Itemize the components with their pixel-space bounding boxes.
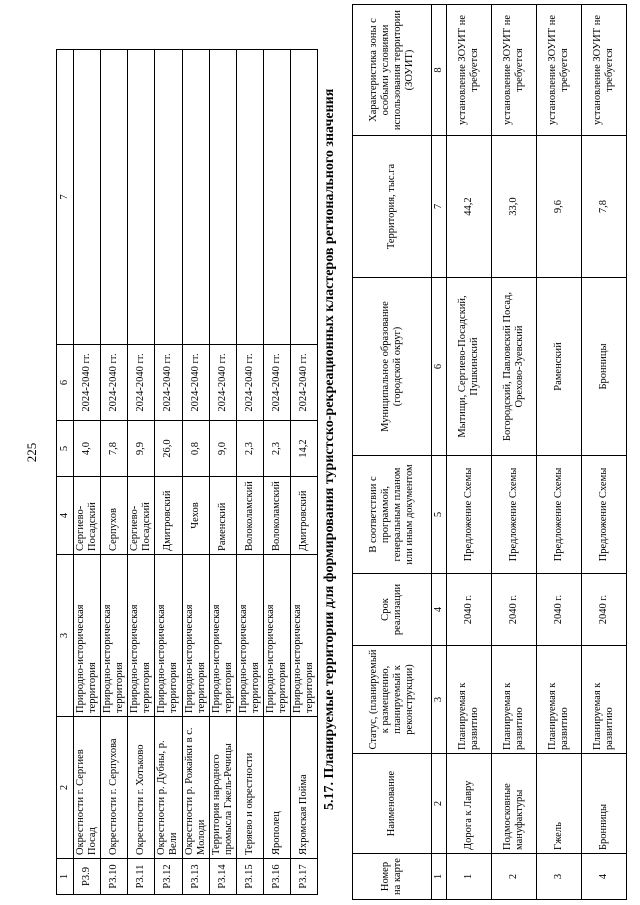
table-row: 4 Бронницы Планируемая к развитию 2040 г. Предложение Схемы Бронницы 7,8 установление ЗОУИТ не требуется — [582, 5, 627, 900]
column-index-row: 1 2 3 4 5 6 7 8 — [432, 5, 447, 900]
header-row: Номер на карте Наименование Статус, (планируемый к размещению, планируемый к реконструкции) Срок реализации В соответствии с программой, генеральным планом или иным документом Муниципальное образование (городской округ) Территория, тыс.га Характеристика зоны с особыми условиями использования территории (ЗОУИТ) — [353, 5, 432, 900]
planned-clusters-table — [352, 4, 627, 900]
section-heading: 5.17. Планируемые территории для формирования туристско-рекреационных кластеров регионального значения — [322, 88, 337, 810]
table-row: Р3.12 Окрестности р. Дубны, р. Вели Природно-историческая территория Дмитровский 26,0 2024-2040 гг. — [155, 50, 182, 895]
table-row: Р3.15 Теряево и окрестности Природно-историческая территория Волоколамский 2,3 2024-2040 гг. — [236, 50, 263, 895]
clusters-table-continued — [56, 49, 318, 895]
table-row: Р3.14 Территория народного промысла Гжель-Речицы Природно-историческая территория Раменский 9,0 2024-2040 гг. — [209, 50, 236, 895]
table-row: 3 Гжель Планируемая к развитию 2040 г. Предложение Схемы Раменский 9,6 установление ЗОУИТ не требуется — [537, 5, 582, 900]
table-row: Р3.9 Окрестности г. Сергиев Посад Природно-историческая территория Сергиево-Посадский 4,0 2024-2040 гг. — [74, 50, 101, 895]
column-index-row: 1 2 3 4 5 6 7 — [57, 50, 74, 895]
table-row: Р3.13 Окрестности р. Рожайки в с. Молоди Природно-историческая территория Чехов 0,8 2024-2040 гг. — [182, 50, 209, 895]
table-row: Р3.17 Яхромская Пойма Природно-историческая территория Дмитровский 14,2 2024-2040 гг. — [291, 50, 318, 895]
table-row: Р3.11 Окрестности г. Хотьково Природно-историческая территория Сергиево-Посадский 9,9 2024-2040 гг. — [128, 50, 155, 895]
page-number: 225 — [24, 442, 39, 463]
table-row: 2 Подмосковные мануфактуры Планируемая к развитию 2040 г. Предложение Схемы Богородский, Павловский Посад, Орехово-Зуевский 33,0 установление ЗОУИТ не требуется — [492, 5, 537, 900]
table-row: Р3.16 Ярополец Природно-историческая территория Волоколамский 2,3 2024-2040 гг. — [263, 50, 290, 895]
table-row: 1 Дорога к Лавру Планируемая к развитию 2040 г. Предложение Схемы Мытищи, Сергиево-Посадский, Пушкинский 44,2 установление ЗОУИТ не требуется — [447, 5, 492, 900]
table-row: Р3.10 Окрестности г. Серпухова Природно-историческая территория Серпухов 7,8 2024-2040 гг. — [101, 50, 128, 895]
